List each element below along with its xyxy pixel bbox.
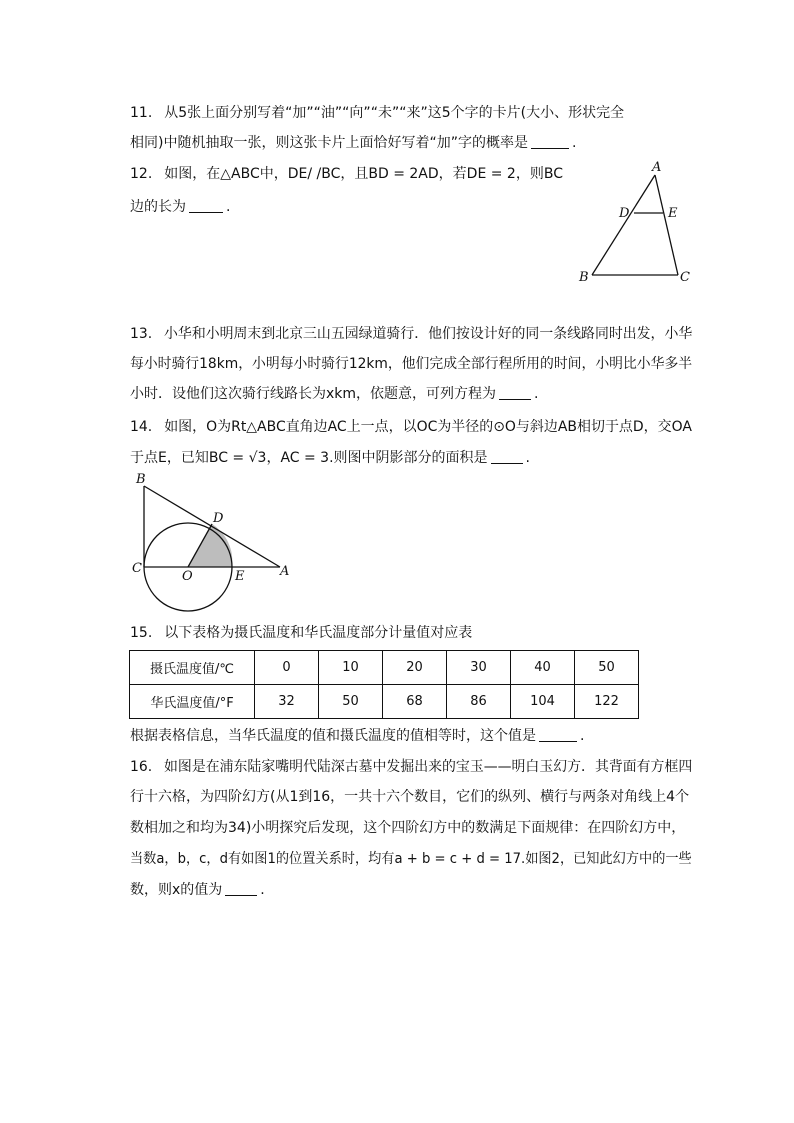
q12-end: . <box>226 199 231 215</box>
q11-line2 <box>130 133 576 153</box>
table-cell: 122 <box>575 685 639 719</box>
q15-number: 15. <box>130 625 153 641</box>
table-row-celsius <box>130 651 639 685</box>
q12-line2 <box>130 197 230 217</box>
q14-label-a: A <box>280 564 290 579</box>
q11-number: 11. <box>130 105 153 121</box>
table-cell: 104 <box>511 685 575 719</box>
q13-line1 <box>130 324 692 344</box>
q11-line1 <box>130 103 624 123</box>
table-header-celsius: 摄氏温度值/℃ <box>130 651 255 685</box>
q14-text-2: 于点E，已知BC = √3，AC = 3.则图中阴影部分的面积是 <box>130 450 488 466</box>
table-cell: 30 <box>447 651 511 685</box>
q12-label-b: B <box>579 270 589 285</box>
q16-number: 16. <box>130 759 153 775</box>
table-cell: 86 <box>447 685 511 719</box>
q16-text-1: 如图是在浦东陆家嘴明代陆深古墓中发掘出来的宝玉——明白玉幻方．其背面有方框四 <box>164 759 693 775</box>
table-cell: 68 <box>383 685 447 719</box>
q16-line1 <box>130 757 692 777</box>
q12-label-a: A <box>652 160 662 175</box>
table-cell: 40 <box>511 651 575 685</box>
q11-text-1: 从5张上面分别写着“加”“油”“向”“未”“来”这5个字的卡片(大小、形状完全 <box>164 105 625 121</box>
q14-end: . <box>525 450 530 466</box>
q16-text-5: 数，则x的值为 <box>130 882 223 898</box>
q14-number: 14. <box>130 419 153 435</box>
q12-label-c: C <box>680 270 690 285</box>
q15-line2 <box>130 726 584 746</box>
table-cell: 50 <box>319 685 383 719</box>
q16-answer-blank[interactable] <box>225 881 257 896</box>
table-cell: 50 <box>575 651 639 685</box>
q11-answer-blank[interactable] <box>531 134 569 149</box>
q13-text-2: 每小时骑行18km，小明每小时骑行12km，他们完成全部行程所用的时间，小明比小华多半 <box>130 356 693 372</box>
q14-line1 <box>130 417 692 437</box>
q13-end: . <box>534 386 539 402</box>
q13-text-3: 小时．设他们这次骑行线路长为xkm，依题意，可列方程为 <box>130 386 497 402</box>
q11-end: . <box>571 135 577 151</box>
q13-text-1: 小华和小明周末到北京三山五园绿道骑行．他们按设计好的同一条线路同时出发，小华 <box>164 326 693 342</box>
q14-line2 <box>130 448 530 468</box>
q15-text-2: 根据表格信息，当华氏温度的值和摄氏温度的值相等时，这个值是 <box>130 728 536 744</box>
q12-triangle-figure <box>570 160 700 290</box>
q12-side-ac <box>655 175 678 275</box>
q15-end: . <box>580 728 585 744</box>
q14-label-c: C <box>132 561 142 576</box>
q16-line5 <box>130 880 265 900</box>
q12-label-e: E <box>668 206 678 221</box>
table-header-fahrenheit: 华氏温度值/°F <box>130 685 255 719</box>
q16-end: . <box>260 882 265 898</box>
q16-line4 <box>130 849 692 869</box>
table-cell: 10 <box>319 651 383 685</box>
q14-answer-blank[interactable] <box>491 449 523 464</box>
q14-text-1: 如图，O为Rt△ABC直角边AC上一点，以OC为半径的⊙O与斜边AB相切于点D，交OA <box>164 419 692 435</box>
temperature-table <box>129 650 639 719</box>
q16-line3 <box>130 818 685 838</box>
table-cell: 0 <box>255 651 319 685</box>
q15-text-1: 以下表格为摄氏温度和华氏温度部分计量值对应表 <box>164 625 473 641</box>
q14-circle-figure <box>128 472 298 617</box>
q13-line3 <box>130 384 538 404</box>
q13-number: 13. <box>130 326 153 342</box>
q14-label-e: E <box>235 569 245 584</box>
q12-answer-blank[interactable] <box>189 198 223 213</box>
q16-text-2: 行十六格，为四阶幻方(从1到16，一共十六个数目，它们的纵列、横行与两条对角线上4个 <box>130 789 690 805</box>
table-cell: 32 <box>255 685 319 719</box>
table-cell: 20 <box>383 651 447 685</box>
q12-number: 12. <box>130 166 153 182</box>
q16-line2 <box>130 787 689 807</box>
q14-label-o: O <box>182 569 193 584</box>
q13-answer-blank[interactable] <box>499 385 531 400</box>
q12-line1 <box>130 164 563 184</box>
q11-text-2: 相同)中随机抽取一张，则这张卡片上面恰好写着“加”字的概率是 <box>130 135 528 151</box>
q12-label-d: D <box>619 206 630 221</box>
q15-line1 <box>130 623 472 643</box>
q16-text-3: 数相加之和均为34)小明探究后发现，这个四阶幻方中的数满足下面规律：在四阶幻方中， <box>130 820 686 836</box>
q12-text-1: 如图，在△ABC中，DE/ /BC，且BD = 2AD，若DE = 2，则BC <box>164 166 563 182</box>
q16-text-4: 当数a，b，c，d有如图1的位置关系时，均有a + b = c + d = 17.如图2，已知此幻方中的一些 <box>130 851 692 867</box>
q13-line2 <box>130 354 692 374</box>
q15-answer-blank[interactable] <box>539 727 577 742</box>
table-row-fahrenheit <box>130 685 639 719</box>
q12-side-ab <box>592 175 655 275</box>
q14-label-d: D <box>213 511 224 526</box>
q12-text-2: 边的长为 <box>130 199 186 215</box>
q14-label-b: B <box>136 472 146 487</box>
